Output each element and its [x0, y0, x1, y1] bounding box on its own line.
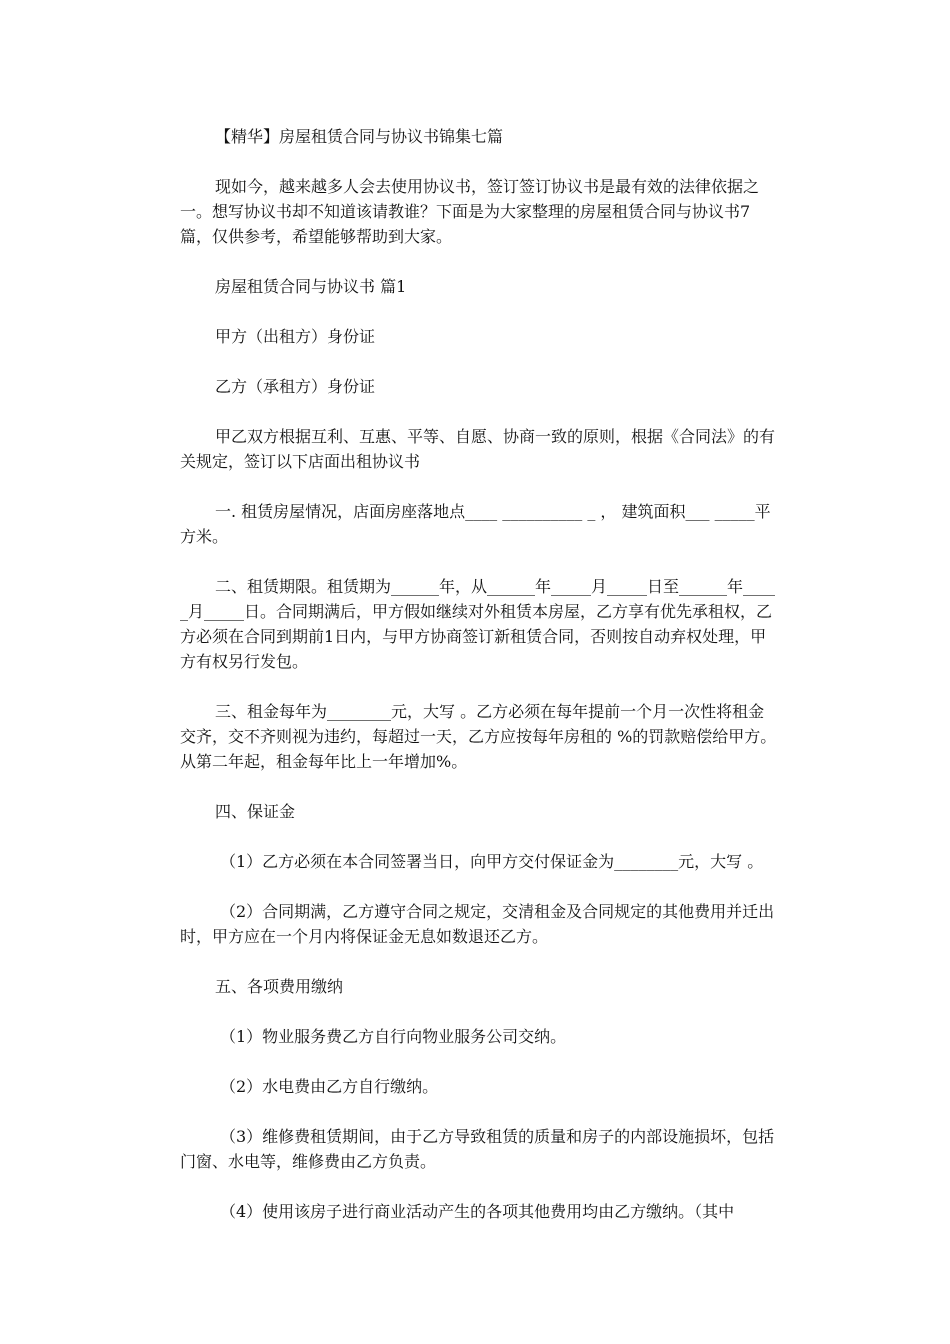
clause-3-paragraph: 三、租金每年为________元，大写 。乙方必须在每年提前一个月一次性将租金交齐，交不齐则视为违约，每超过一天，乙方应按每年房租的 %的罚款赔偿给甲方。从第二年起，租金每年比上一年增加%。: [180, 702, 777, 771]
clause-4-item-2: （2）合同期满，乙方遵守合同之规定，交清租金及合同规定的其他费用并迁出时，甲方应在一个月内将保证金无息如数退还乙方。: [180, 902, 775, 946]
clause-5-item-3: （3）维修费租赁期间，由于乙方导致租赁的质量和房子的内部设施损坏，包括门窗、水电等，维修费由乙方负责。: [180, 1127, 775, 1171]
party-a-line: 甲方（出租方）身份证: [215, 327, 376, 346]
clause-5-item-4: （4）使用该房子进行商业活动产生的各项其他费用均由乙方缴纳。（其中: [220, 1202, 735, 1221]
document-title: 【精华】房屋租赁合同与协议书锦集七篇: [215, 127, 504, 146]
clause-5-item-2: （2）水电费由乙方自行缴纳。: [220, 1077, 439, 1096]
party-b-line: 乙方（承租方）身份证: [215, 377, 376, 396]
clause-4-item-1: （1）乙方必须在本合同签署当日，向甲方交付保证金为________元，大写 。: [220, 852, 764, 871]
clause-5-heading: 五、各项费用缴纳: [215, 977, 344, 996]
clause-4-heading: 四、保证金: [215, 802, 296, 821]
intro-paragraph: 现如今，越来越多人会去使用协议书，签订签订协议书是最有效的法律依据之一。想写协议书却不知道该请教谁？下面是为大家整理的房屋租赁合同与协议书7篇，仅供参考，希望能够帮助到大家。: [180, 177, 760, 246]
section-heading: 房屋租赁合同与协议书 篇1: [215, 277, 407, 296]
clause-2-paragraph: 二、租赁期限。租赁期为______年，从______年_____月_____日至______年_____月_____日。合同期满后，甲方假如继续对外租赁本房屋，乙方享有优先承租权，乙方必须在合同到期前1日内，与甲方协商签订新租赁合同，否则按自动弃权处理，甲方有权另行发包。: [180, 577, 776, 671]
clause-1-paragraph: 一. 租赁房屋情况，店面房座落地点____ __________ _ ， 建筑面积___ _____平方米。: [180, 502, 771, 546]
clause-5-item-1: （1）物业服务费乙方自行向物业服务公司交纳。: [220, 1027, 567, 1046]
preamble-paragraph: 甲乙双方根据互利、互惠、平等、自愿、协商一致的原则，根据《合同法》的有关规定，签订以下店面出租协议书: [180, 427, 776, 471]
